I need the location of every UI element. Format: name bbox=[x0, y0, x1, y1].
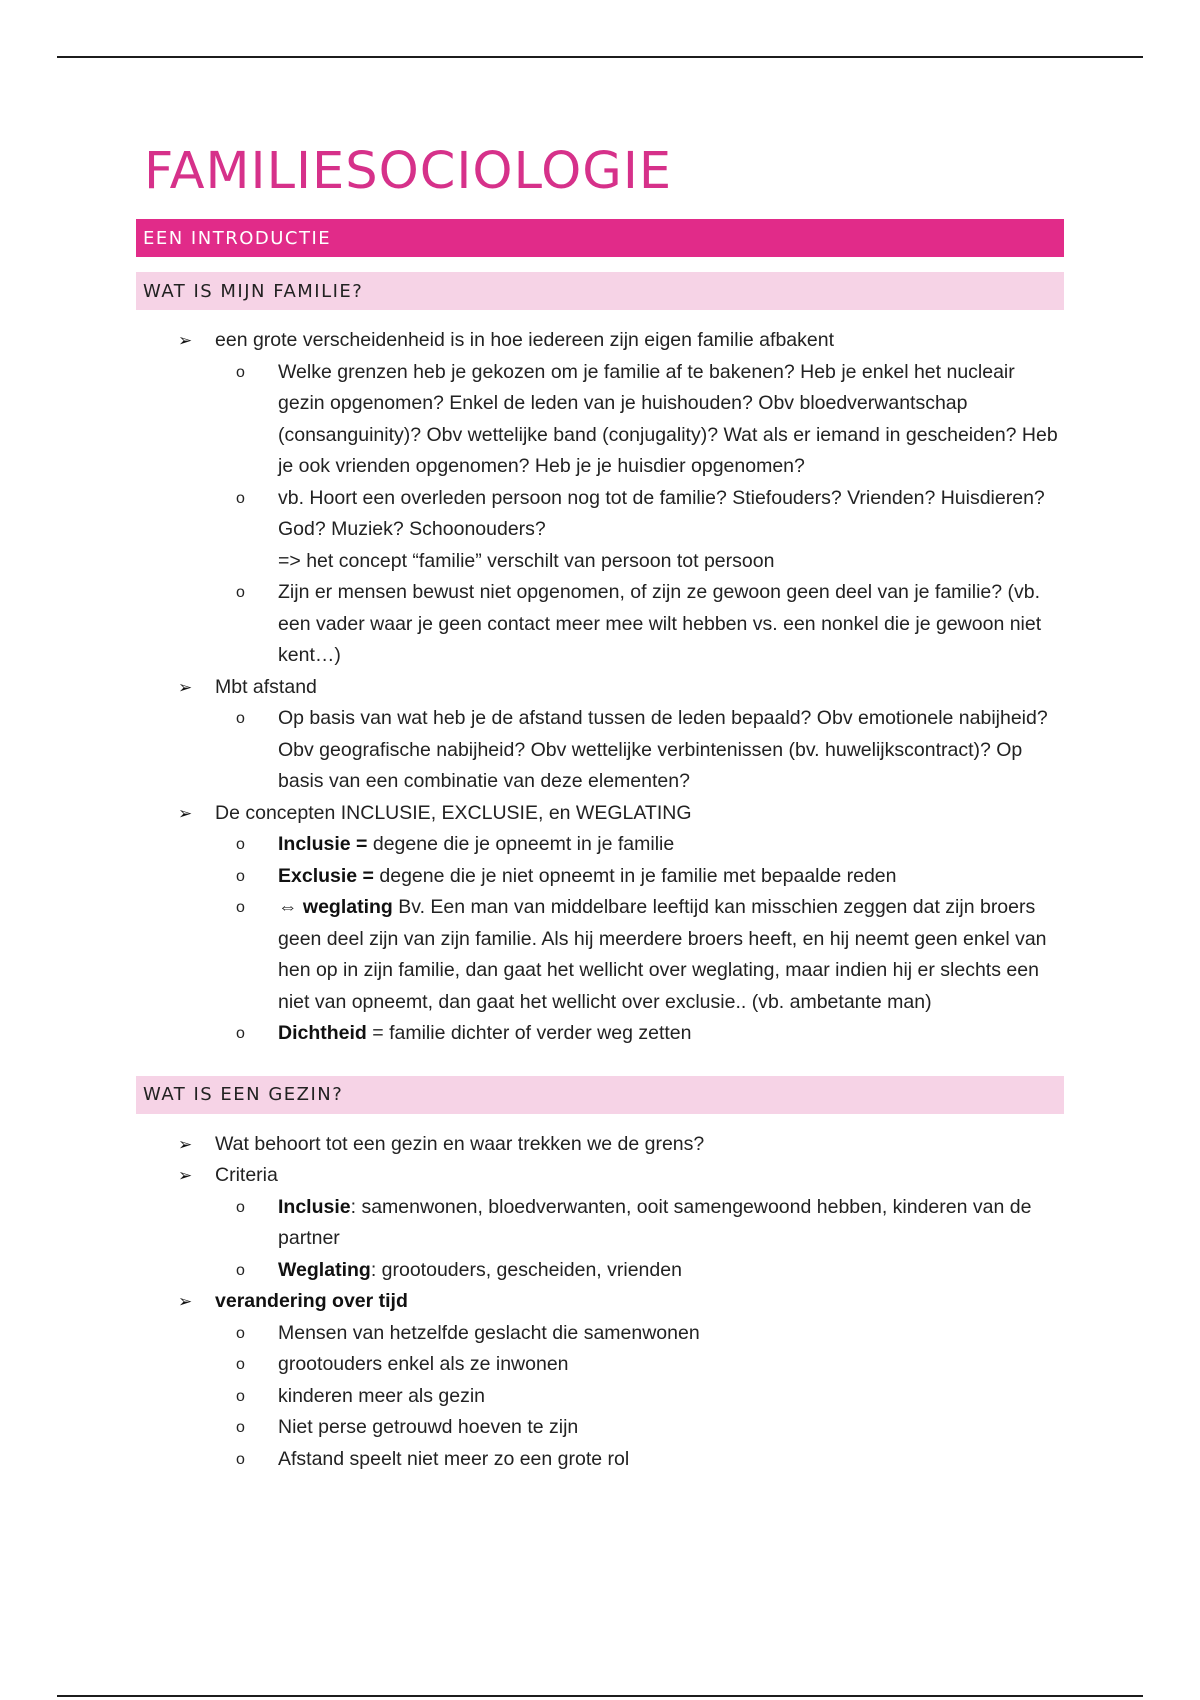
arrow-bullet-icon: ➢ bbox=[178, 1134, 193, 1154]
sub-list bbox=[206, 1192, 1064, 1287]
list-item bbox=[136, 798, 1064, 1050]
definition-text: degene die je niet opneemt in je familie met bepaalde reden bbox=[379, 864, 897, 887]
sub-list-item bbox=[206, 829, 1064, 861]
circle-bullet-icon: o bbox=[236, 1419, 245, 1437]
sub-list-item bbox=[206, 483, 1064, 578]
bullet-list bbox=[136, 1129, 1064, 1476]
circle-bullet-icon: o bbox=[236, 867, 245, 885]
section-heading-gezin: WAT IS EEN GEZIN? bbox=[136, 1076, 1064, 1114]
circle-bullet-icon: o bbox=[236, 1450, 245, 1468]
definition-text: : grootouders, gescheiden, vrienden bbox=[370, 1258, 682, 1281]
top-rule bbox=[57, 56, 1143, 58]
sub-list-item-text: kinderen meer als gezin bbox=[278, 1384, 486, 1407]
arrow-bullet-icon: ➢ bbox=[178, 1166, 193, 1186]
sub-list-item-text: Niet perse getrouwd hoeven te zijn bbox=[278, 1416, 579, 1439]
sub-list bbox=[206, 1318, 1064, 1476]
circle-bullet-icon: o bbox=[236, 1356, 245, 1374]
circle-bullet-icon: o bbox=[236, 363, 245, 381]
sub-list-item bbox=[206, 1444, 1064, 1476]
circle-bullet-icon: o bbox=[236, 1198, 245, 1216]
list-item-text: Wat behoort tot een gezin en waar trekken we de grens? bbox=[215, 1132, 705, 1155]
arrow-bullet-icon: ➢ bbox=[178, 677, 193, 697]
list-item bbox=[136, 325, 1064, 672]
sub-list-item bbox=[206, 1381, 1064, 1413]
document-body bbox=[136, 130, 1064, 1475]
sub-list-item bbox=[206, 703, 1064, 798]
list-item bbox=[136, 1160, 1064, 1286]
arrow-bullet-icon: ➢ bbox=[178, 803, 193, 823]
arrow-bullet-icon: ➢ bbox=[178, 1292, 193, 1312]
bottom-rule bbox=[57, 1695, 1143, 1697]
term-weglating: weglating bbox=[302, 896, 393, 919]
sub-list-item bbox=[206, 1318, 1064, 1350]
list-item-text: een grote verscheidenheid is in hoe iedereen zijn eigen familie afbakent bbox=[215, 329, 834, 352]
sub-list-item bbox=[206, 1349, 1064, 1381]
circle-bullet-icon: o bbox=[236, 1324, 245, 1342]
circle-bullet-icon: o bbox=[236, 710, 245, 728]
bullet-list bbox=[136, 325, 1064, 1050]
sub-list-item-text: Mensen van hetzelfde geslacht die samenwonen bbox=[278, 1321, 700, 1344]
list-item-text: Criteria bbox=[215, 1164, 278, 1187]
sub-list bbox=[206, 703, 1064, 798]
conclusion-text: => het concept “familie” verschilt van persoon tot persoon bbox=[278, 549, 775, 572]
sub-list-item bbox=[206, 1018, 1064, 1050]
sub-list-item-text: Op basis van wat heb je de afstand tussen de leden bepaald? Obv emotionele nabijheid? Obv geografische nabijheid? Obv wettelijke verbintenissen (bv. huwelijkscontract)? Op basis van een combinatie van deze elementen? bbox=[278, 707, 1048, 793]
sub-list bbox=[206, 829, 1064, 1050]
sub-list bbox=[206, 357, 1064, 672]
circle-bullet-icon: o bbox=[236, 1261, 245, 1279]
sub-list-item bbox=[206, 1412, 1064, 1444]
sub-list-item-text: Zijn er mensen bewust niet opgenomen, of zijn ze gewoon geen deel van je familie? (vb. een vader waar je geen contact meer mee wilt hebben vs. een nonkel die je gewoon niet kent…) bbox=[278, 581, 1042, 667]
term-exclusie: Exclusie = bbox=[278, 864, 374, 887]
double-arrow-icon: ⇔ bbox=[278, 896, 298, 919]
circle-bullet-icon: o bbox=[236, 1025, 245, 1043]
circle-bullet-icon: o bbox=[236, 489, 245, 507]
arrow-bullet-icon: ➢ bbox=[178, 331, 193, 351]
sub-list-item-text: grootouders enkel als ze inwonen bbox=[278, 1353, 569, 1376]
sub-list-item bbox=[206, 861, 1064, 893]
sub-list-item bbox=[206, 1192, 1064, 1255]
term-dichtheid: Dichtheid bbox=[278, 1022, 367, 1045]
heading-1: EEN INTRODUCTIE bbox=[136, 219, 1064, 257]
list-item bbox=[136, 1286, 1064, 1475]
sub-list-item bbox=[206, 1255, 1064, 1287]
circle-bullet-icon: o bbox=[236, 836, 245, 854]
definition-text: : samenwonen, bloedverwanten, ooit samengewoond hebben, kinderen van de partner bbox=[278, 1195, 1032, 1250]
sub-list-item bbox=[206, 357, 1064, 483]
circle-bullet-icon: o bbox=[236, 899, 245, 917]
list-item bbox=[136, 1129, 1064, 1161]
list-item-text: De concepten INCLUSIE, EXCLUSIE, en WEGLATING bbox=[215, 801, 692, 824]
sub-list-item-text: Afstand speelt niet meer zo een grote rol bbox=[278, 1447, 630, 1470]
definition-text: degene die je opneemt in je familie bbox=[372, 833, 675, 856]
circle-bullet-icon: o bbox=[236, 1387, 245, 1405]
list-item bbox=[136, 672, 1064, 798]
term-inclusie: Inclusie = bbox=[278, 833, 368, 856]
circle-bullet-icon: o bbox=[236, 584, 245, 602]
definition-text: Bv. Een man van middelbare leeftijd kan misschien zeggen dat zijn broers geen deel zijn van zijn familie. Als hij meerdere broers heeft, en hij neemt geen enkel van hen op in zijn familie, dan gaat het wellicht over weglating, maar indien hij er slechts een niet van opneemt, dan gaat het wellicht over exclusie.. (vb. ambetante man) bbox=[278, 896, 1047, 1013]
document-title: FAMILIESOCIOLOGIE bbox=[144, 142, 673, 201]
list-item-text: verandering over tijd bbox=[215, 1290, 408, 1313]
sub-list-item-text: Welke grenzen heb je gekozen om je familie af te bakenen? Heb je enkel het nucleair gezin opgenomen? Enkel de leden van je huishouden? Obv bloedverwantschap (consanguinity)? Obv wettelijke band (conjugality)? Wat als er iemand in gescheiden? Heb je ook vrienden opgenomen? Heb je je huisdier opgenomen? bbox=[278, 360, 1058, 478]
definition-text: = familie dichter of verder weg zetten bbox=[372, 1022, 692, 1045]
sub-list-item bbox=[206, 892, 1064, 1018]
sub-list-item bbox=[206, 577, 1064, 672]
term-inclusie: Inclusie bbox=[278, 1195, 351, 1218]
term-weglating: Weglating bbox=[278, 1258, 371, 1281]
list-item-text: Mbt afstand bbox=[215, 675, 317, 698]
section-heading-familie: WAT IS MIJN FAMILIE? bbox=[136, 272, 1064, 310]
sub-list-item-text: vb. Hoort een overleden persoon nog tot de familie? Stiefouders? Vrienden? Huisdieren? God? Muziek? Schoonouders? bbox=[278, 486, 1045, 541]
